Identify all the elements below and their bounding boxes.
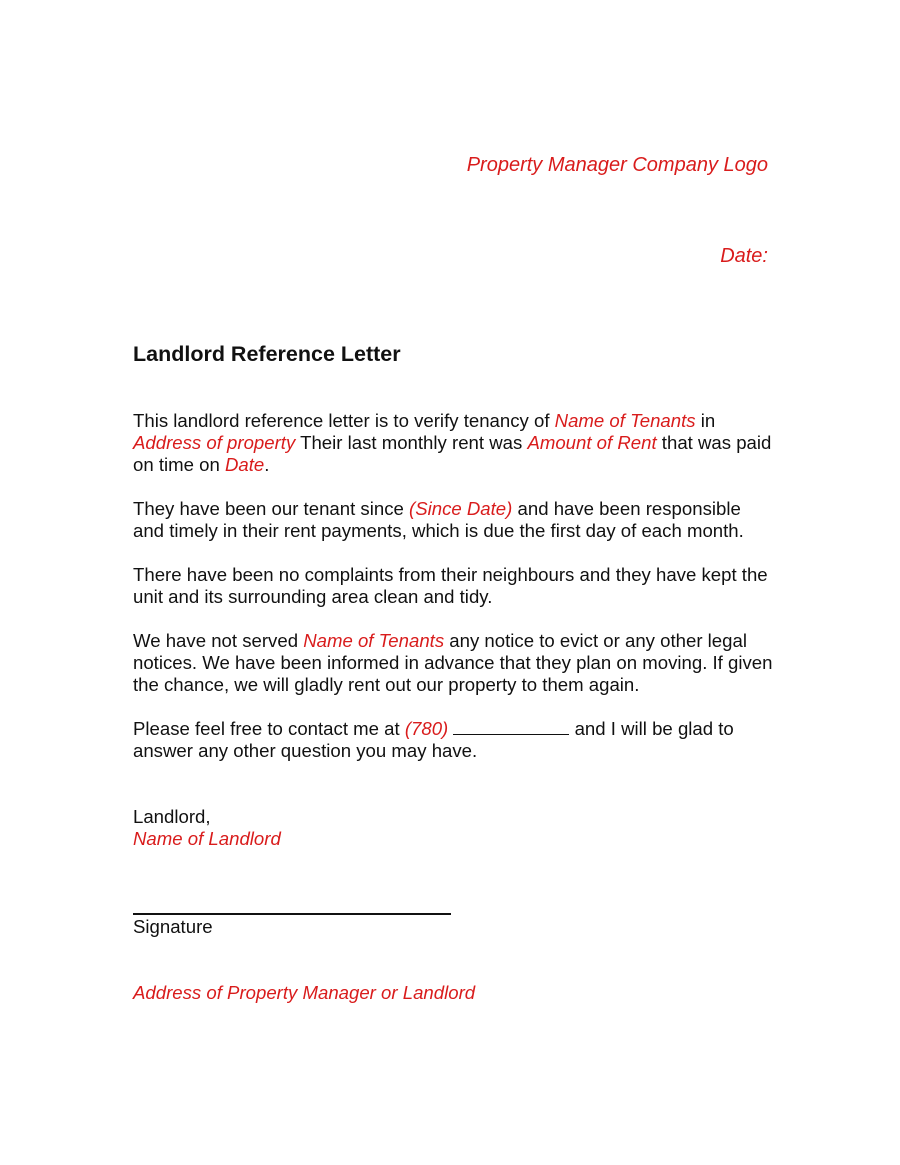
paragraph-notices xyxy=(133,630,773,696)
letter-body xyxy=(133,410,773,784)
letter-title: Landlord Reference Letter xyxy=(133,342,401,366)
paragraph-tenancy xyxy=(133,498,773,542)
company-logo-placeholder: Property Manager Company Logo xyxy=(466,154,768,176)
signature-line xyxy=(133,913,451,915)
closing-block xyxy=(133,806,281,850)
text: and have been responsible and timely in their rent payments, which is due the first day of each month. xyxy=(133,498,744,541)
paragraph-verification xyxy=(133,410,773,476)
date-label: Date: xyxy=(720,245,768,267)
text: any notice to evict or any other legal notices. We have been informed in advance that they plan on moving. If given the chance, we will gladly rent out our property to them again. xyxy=(133,630,773,695)
landlord-name-placeholder: Name of Landlord xyxy=(133,828,281,849)
area-code-placeholder: (780) xyxy=(404,718,449,739)
text: and I will be glad to answer any other question you may have. xyxy=(133,718,734,761)
phone-number-blank xyxy=(453,719,569,735)
paragraph-contact xyxy=(133,718,773,762)
signature-label: Signature xyxy=(133,916,213,937)
text: in xyxy=(695,410,716,431)
since-date-placeholder: (Since Date) xyxy=(409,498,513,519)
tenants-name-placeholder: Name of Tenants xyxy=(303,630,445,651)
text: We have not served xyxy=(133,630,304,651)
text: They have been our tenant since xyxy=(133,498,409,519)
property-address-placeholder: Address of property xyxy=(133,432,296,453)
text: Please feel free to contact me at xyxy=(133,718,405,739)
text: . xyxy=(264,454,270,475)
tenants-name-placeholder: Name of Tenants xyxy=(554,410,696,431)
text: This landlord reference letter is to verify tenancy of xyxy=(133,410,555,431)
text: that was paid on time on xyxy=(133,432,772,475)
landlord-address-placeholder: Address of Property Manager or Landlord xyxy=(133,982,476,1003)
salutation: Landlord, xyxy=(133,806,211,827)
payment-date-placeholder: Date xyxy=(225,454,265,475)
paragraph-complaints: There have been no complaints from their neighbours and they have kept the unit and its surrounding area clean and tidy. xyxy=(133,564,768,607)
rent-amount-placeholder: Amount of Rent xyxy=(527,432,657,453)
text: Their last monthly rent was xyxy=(295,432,528,453)
